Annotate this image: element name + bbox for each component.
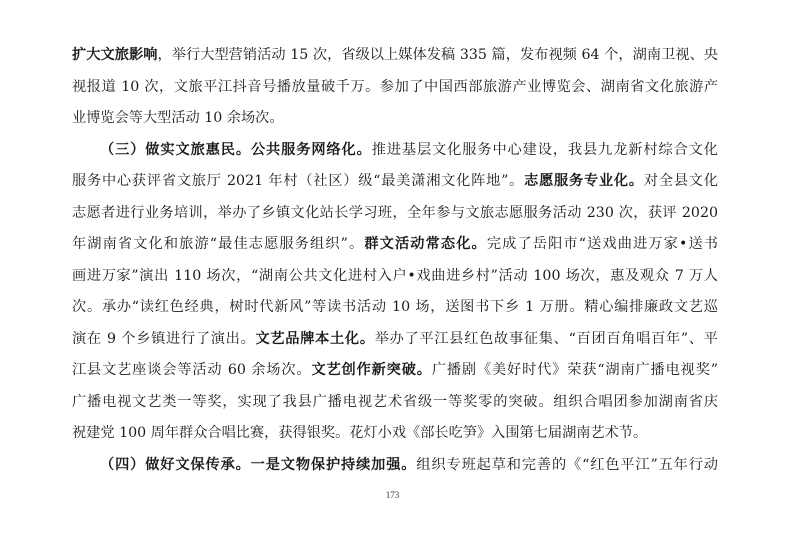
text-run: 完成了岳阳市“送戏曲进万家•送书 xyxy=(486,236,718,252)
text-run: 服务中心获评省文旅厅 2021 年村（社区）级“最美潇湘文化阵地”。 xyxy=(72,173,525,189)
document-page xyxy=(72,40,718,481)
text-run: 次。承办“读红色经典，树时代新风”等读书活动 10 场，送图书下乡 1 万册。精心编排廉政文艺巡 xyxy=(72,299,718,315)
text-line xyxy=(72,355,718,387)
bold-heading: 文艺品牌本土化。 xyxy=(255,330,375,347)
paragraph-publicity xyxy=(72,40,718,135)
bold-heading: 扩大文旅影响 xyxy=(72,47,158,63)
text-run: 画进万家”演出 110 场次，“湖南公共文化进村入户•戏曲进乡村”活动 100 场次，惠及观众 7 万人 xyxy=(72,267,718,284)
text-line xyxy=(72,229,718,261)
text-line xyxy=(72,387,718,419)
bold-heading: 志愿服务专业化。 xyxy=(524,173,644,189)
text-run: 年湖南省文化和旅游“最佳志愿服务组织”。 xyxy=(72,236,365,252)
text-line xyxy=(72,198,718,230)
text-line xyxy=(72,166,718,198)
text-run: 举办了平江县红色故事征集、“百团百角唱百年”、平 xyxy=(374,330,718,347)
text-line xyxy=(72,450,718,482)
text-line xyxy=(72,418,718,450)
section-heading: （三）做实文旅惠民。公共服务网络化。 xyxy=(100,141,372,158)
text-run: 广播电视文艺类一等奖，实现了我县广播电视艺术省级一等奖零的突破。组织合唱团参加湖南省庆 xyxy=(72,393,718,410)
paragraph-heritage xyxy=(72,450,718,482)
text-run: 组织专班起草和完善的《“红色平江”五年行动 xyxy=(416,456,718,473)
text-line xyxy=(72,135,718,167)
text-run: 志愿者进行业务培训，举办了乡镇文化站长学习班，全年参与文旅志愿服务活动 230 次，获评 2020 xyxy=(72,204,718,221)
text-run: 推进基层文化服务中心建设，我县九龙新村综合文化 xyxy=(371,141,718,158)
text-run: 广播剧《美好时代》荣获“湖南广播电视奖” xyxy=(431,362,718,378)
text-run: 视报道 10 次，文旅平江抖音号播放量破千万。参加了中国西部旅游产业博览会、湖南省文化旅游产 xyxy=(72,78,718,95)
section-heading: （四）做好文保传承。一是文物保护持续加强。 xyxy=(100,456,417,473)
text-run: 业博览会等大型活动 10 余场次。 xyxy=(72,110,284,126)
page-number: 173 xyxy=(385,490,400,500)
text-run: ，举行大型营销活动 15 次，省级以上媒体发稿 335 篇，发布视频 64 个，湖南卫视、央 xyxy=(157,47,718,63)
text-run: 祝建党 100 周年群众合唱比赛，获得银奖。花灯小戏《部长吃笋》入围第七届湖南艺术节。 xyxy=(72,425,648,441)
text-line xyxy=(72,40,718,72)
text-line xyxy=(72,72,718,104)
text-run: 江县文艺座谈会等活动 60 余场次。 xyxy=(72,362,312,378)
text-line xyxy=(72,292,718,324)
paragraph-culture-benefit xyxy=(72,135,718,450)
bold-heading: 文艺创作新突破。 xyxy=(311,362,432,378)
text-line xyxy=(72,261,718,293)
bold-heading: 群文活动常态化。 xyxy=(364,236,487,252)
text-line xyxy=(72,324,718,356)
text-line xyxy=(72,103,718,135)
text-run: 对全县文化 xyxy=(643,173,718,189)
text-run: 演在 9 个乡镇进行了演出。 xyxy=(72,330,256,347)
